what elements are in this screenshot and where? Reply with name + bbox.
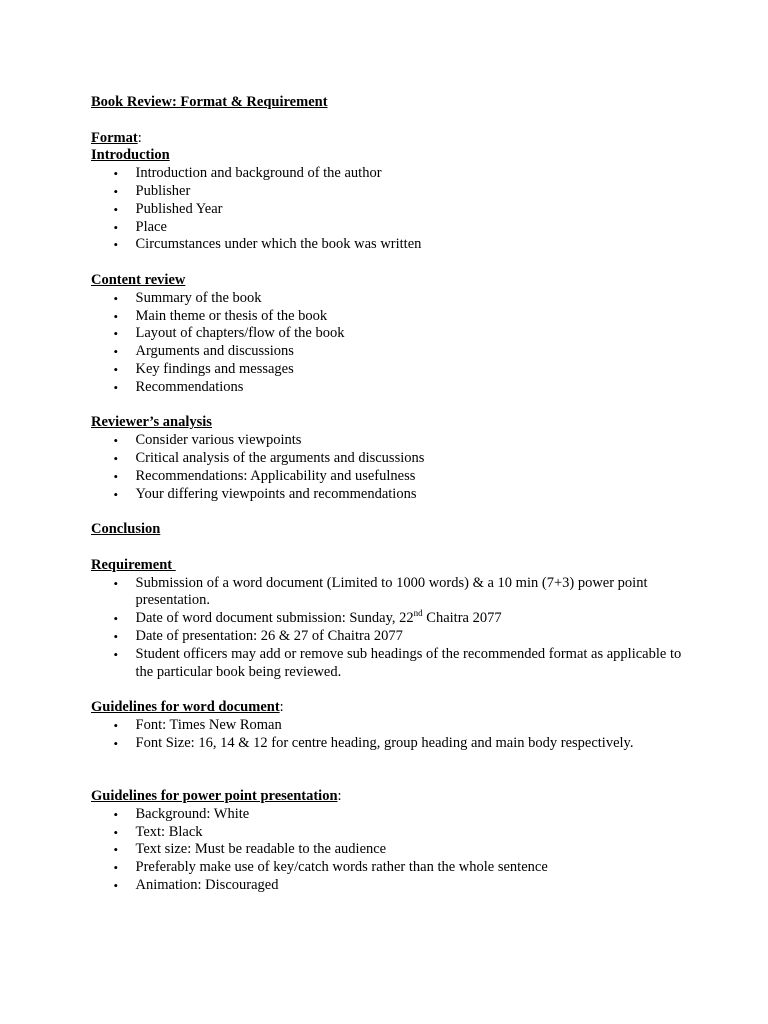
conclusion-heading: Conclusion [91,521,161,538]
list-item: • Recommendations [113,378,244,395]
list-item: • Summary of the book [113,289,262,306]
bullet-icon: • [113,326,119,342]
list-item: • Main theme or thesis of the book [113,307,328,324]
list-item: • Recommendations: Applicability and usefulness [113,467,416,484]
introduction-heading: Introduction [91,147,170,164]
bullet-icon: • [113,450,119,466]
list-item: • Background: White [113,805,250,822]
list-item: • Date of word document submission: Sunday, 22nd Chaitra 2077 [113,608,502,627]
bullet-icon: • [113,860,119,876]
ppt-guidelines-list [91,806,691,895]
requirement-heading: Requirement [91,556,176,573]
bullet-icon: • [113,379,119,395]
bullet-icon: • [113,717,119,733]
bullet-icon: • [113,290,119,306]
ppt-guidelines-heading: Guidelines for power point presentation [91,788,338,805]
bullet-icon: • [113,219,119,235]
list-item: • Text: Black [113,823,203,840]
list-item: • Publisher [113,182,191,199]
list-item: • Key findings and messages [113,360,294,377]
reviewers-analysis-heading: Reviewer’s analysis [91,414,212,431]
ppt-guidelines-heading-line: Guidelines for power point presentation: [91,788,342,805]
list-item: • Submission of a word document (Limited to 1000 words) & a 10 min (7+3) power point presentation. [113,574,648,609]
list-item: • Font Size: 16, 14 & 12 for centre heading, group heading and main body respectively. [113,734,634,751]
bullet-icon: • [113,201,119,217]
bullet-icon: • [113,878,119,894]
bullet-icon: • [113,237,119,253]
list-item: • Circumstances under which the book was written [113,236,422,253]
list-item: • Critical analysis of the arguments and discussions [113,449,425,466]
bullet-icon: • [113,433,119,449]
bullet-icon: • [113,344,119,360]
bullet-icon: • [113,486,119,502]
content-review-heading: Content review [91,271,186,288]
list-item: • Font: Times New Roman [113,716,282,733]
list-item: • Layout of chapters/flow of the book [113,325,345,342]
list-item: • Consider various viewpoints [113,432,302,449]
list-item: • Arguments and discussions [113,343,294,360]
list-item: • Student officers may add or remove sub headings of the recommended format as applicable to the particular book being reviewed. [113,645,682,680]
list-item: • Introduction and background of the author [113,165,382,182]
list-item: • Preferably make use of key/catch words rather than the whole sentence [113,859,548,876]
reviewers-analysis-list [91,432,691,503]
list-item: • Published Year [113,200,223,217]
bullet-icon: • [113,308,119,324]
content-review-list [91,290,691,397]
format-heading-line [91,130,691,148]
list-item: • Text size: Must be readable to the audience [113,841,387,858]
list-item: • Date of presentation: 26 & 27 of Chaitra 2077 [113,627,403,644]
list-item: • Place [113,218,167,235]
bullet-icon: • [113,842,119,858]
bullet-icon: • [113,361,119,377]
list-item: • Animation: Discouraged [113,877,279,894]
document-body [91,94,691,895]
bullet-icon: • [113,806,119,822]
list-item: • Your differing viewpoints and recommendations [113,485,417,502]
word-guidelines-list [91,717,691,753]
format-colon: : [137,129,142,146]
bullet-icon: • [113,183,119,199]
document-title: Book Review: Format & Requirement [91,94,328,110]
bullet-icon: • [113,166,119,182]
requirement-list [91,575,691,682]
format-heading: Format [91,129,138,146]
introduction-list [91,165,691,254]
bullet-icon: • [113,628,119,644]
bullet-icon: • [113,646,119,662]
word-guidelines-heading: Guidelines for word document [91,699,280,716]
word-guidelines-heading-line: Guidelines for word document: [91,699,284,716]
bullet-icon: • [113,824,119,840]
bullet-icon: • [113,735,119,751]
bullet-icon: • [113,611,119,627]
bullet-icon: • [113,468,119,484]
bullet-icon: • [113,575,119,591]
